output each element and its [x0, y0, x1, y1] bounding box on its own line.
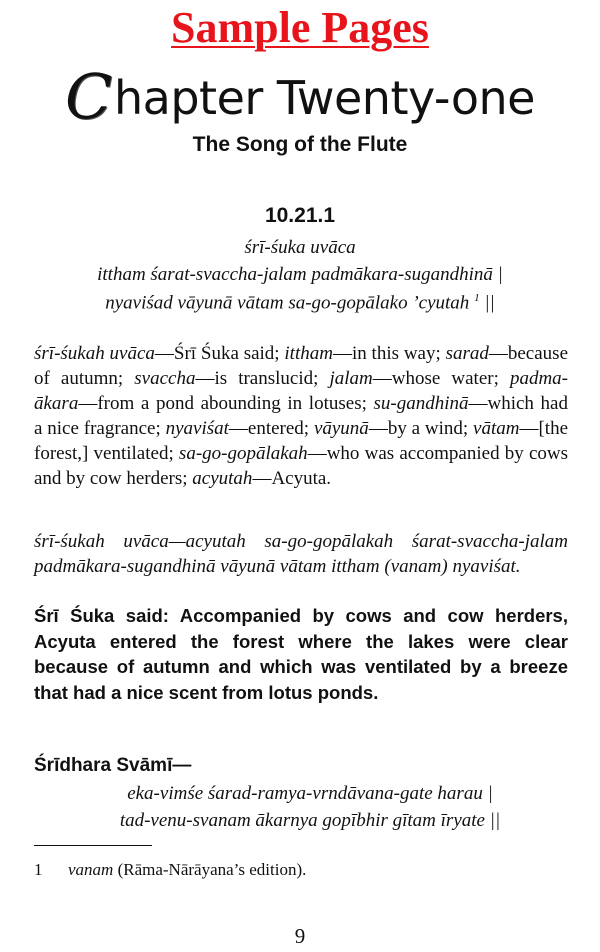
commentator-name: Śrīdhara Svāmī—: [34, 755, 192, 776]
word-meaning-term: śrī-śukah uvāca: [34, 343, 155, 364]
word-meaning-gloss: —Śrī Śuka said;: [154, 343, 285, 364]
word-meaning-gloss: —whose water;: [372, 368, 510, 389]
word-meaning-term: jalam: [329, 368, 373, 389]
footnote-marker: 1: [474, 292, 480, 304]
verse-number: 10.21.1: [264, 204, 336, 227]
word-meaning-term: sarad: [445, 343, 489, 364]
verse-line-2: [0, 292, 600, 314]
footnote-text: (Rāma-Nārāyana’s edition).: [113, 860, 307, 879]
word-meaning-term: svaccha: [134, 368, 196, 389]
verse-line-2-end: ||: [479, 292, 495, 314]
commentary-sloka-line-2: tad-venu-svanam ākarnya gopībhir gītam īryate ||: [119, 810, 501, 831]
footnote-number: 1: [34, 860, 43, 879]
footnote-divider: [34, 845, 152, 846]
word-meaning-gloss: —is translucid;: [195, 368, 330, 389]
sample-pages-banner: Sample Pages: [171, 3, 429, 52]
page-number: 9: [294, 924, 306, 948]
word-meaning-gloss: —in this way;: [332, 343, 446, 364]
word-meaning-gloss: —by a wind;: [368, 418, 474, 439]
word-meaning-term: acyutah: [192, 468, 253, 489]
chapter-dropcap: C: [65, 60, 112, 133]
verse-speaker: śrī-śuka uvāca: [244, 237, 356, 258]
word-meaning-gloss: —Acyuta.: [252, 468, 332, 489]
translation: Śrī Śuka said: Accompanied by cows and cow herders, Acyuta entered the forest where the lakes were clear because of autumn and which was ventilated by a breeze that had a nice scent from lotus ponds.: [34, 605, 568, 703]
word-meaning-gloss: —from a pond abounding in lotuses;: [78, 393, 374, 414]
word-meaning-term: padma-ākara: [34, 368, 568, 414]
word-meaning-gloss: —[the forest,] ventilated;: [34, 418, 569, 464]
chapter-title-rest: hapter Twenty-one: [113, 71, 535, 125]
word-meaning-gloss: —who was accompanied by cows and by cow herders;: [34, 443, 568, 489]
verse-line-1: ittham śarat-svaccha-jalam padmākara-sugandhinā |: [97, 264, 503, 285]
commentary-sloka-line-1: eka-vimśe śarad-ramya-vrndāvana-gate harau |: [127, 783, 493, 804]
footnote: [34, 860, 306, 880]
word-meaning-gloss: —because of autumn;: [34, 343, 569, 389]
word-meaning-term: su-gandhinā: [373, 393, 469, 414]
word-meaning-term: sa-go-gopālakah: [178, 443, 308, 464]
word-meaning-term: vātam: [473, 418, 520, 439]
chapter-title: [0, 56, 600, 133]
word-meaning-term: vāyunā: [313, 418, 369, 439]
chapter-subtitle: The Song of the Flute: [192, 133, 408, 156]
prose-order: śrī-śukah uvāca—acyutah sa-go-gopālakah śarat-svaccha-jalam padmākara-sugandhinā vāyunā vātam ittham (vanam) nyaviśat.: [34, 531, 568, 577]
verse-line-2-text: nyaviśad vāyunā vātam sa-go-gopālako ’cyutah: [105, 292, 470, 314]
word-meaning-term: ittham: [284, 343, 333, 364]
word-meaning-gloss: —which had a nice fragrance;: [34, 393, 568, 439]
footnote-term: vanam: [68, 860, 114, 879]
word-meaning-gloss: —entered;: [228, 418, 314, 439]
word-meanings: [34, 341, 568, 491]
word-meaning-term: nyaviśat: [165, 418, 229, 439]
